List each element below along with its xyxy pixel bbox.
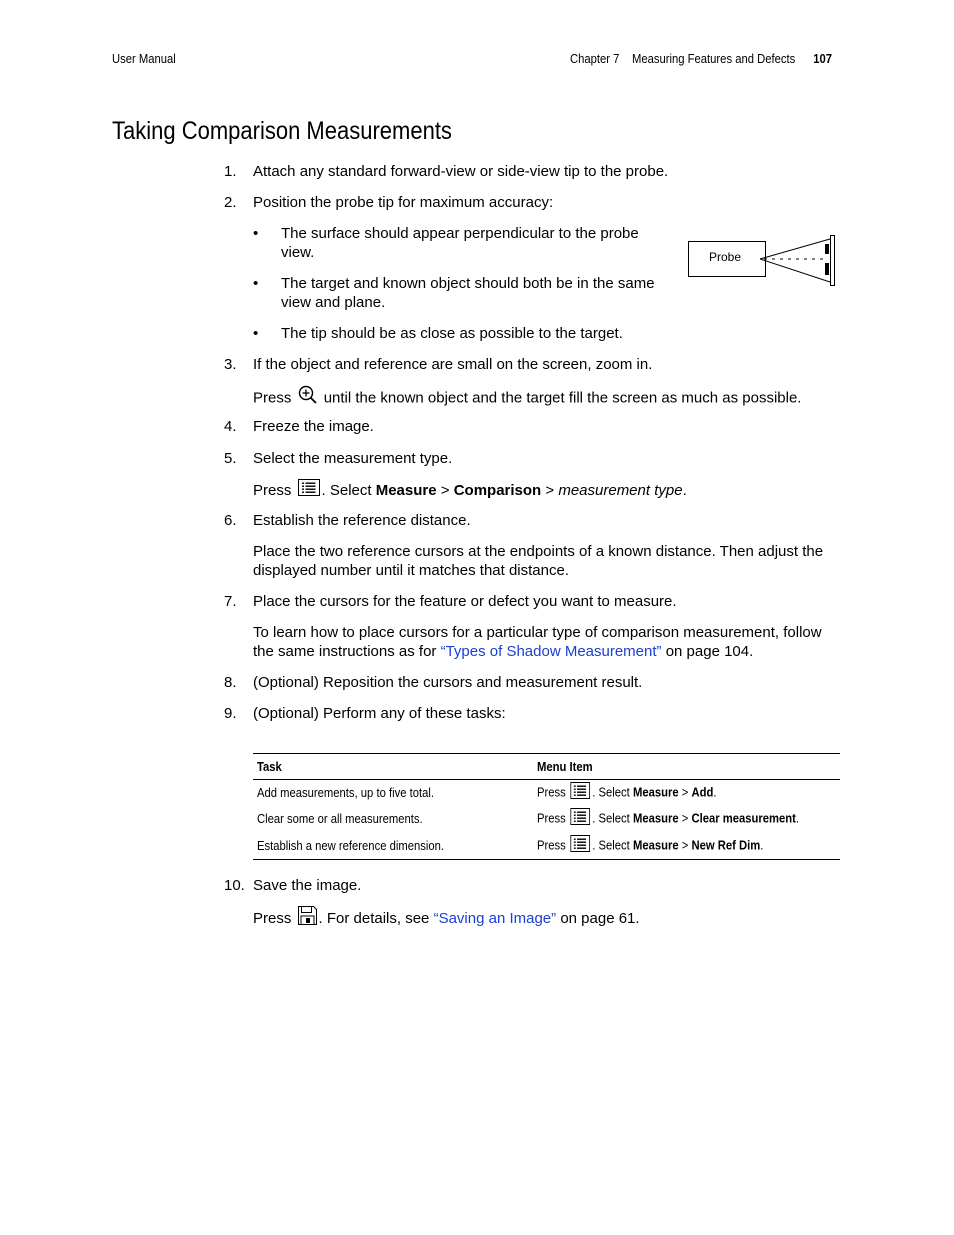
step-number: 9.	[224, 705, 237, 722]
step-text: (Optional) Reposition the cursors and measurement result.	[253, 674, 643, 691]
running-header-right	[570, 52, 832, 66]
step-paragraph: displayed number until it matches that distance.	[253, 562, 570, 579]
step-number: 5.	[224, 450, 237, 467]
menu-icon	[571, 782, 591, 802]
table-row	[253, 806, 840, 833]
menu-icon	[571, 808, 591, 828]
step-number: 2.	[224, 194, 237, 211]
step-number: 1.	[224, 163, 237, 180]
step-number: 6.	[224, 512, 237, 529]
task-cell: Clear some or all measurements.	[257, 812, 423, 827]
bullet-text: The surface should appear perpendicular to the probe	[281, 225, 639, 242]
running-header-left: User Manual	[112, 52, 176, 66]
menu-item-cell: Press . Select Measure > Add.	[533, 780, 840, 807]
section-label: Measuring Features and Defects	[632, 52, 796, 66]
bullet-text: view.	[281, 244, 315, 261]
bullet-marker: •	[253, 275, 259, 292]
step-text: Select the measurement type.	[253, 450, 453, 467]
table-header-row	[253, 754, 840, 780]
step-number: 3.	[224, 356, 237, 373]
menu-item-cell: Press . Select Measure > Clear measurement.	[533, 806, 840, 833]
column-header-task: Task	[257, 759, 282, 774]
step-text: Freeze the image.	[253, 418, 374, 435]
step-number: 7.	[224, 593, 237, 610]
tasks-table	[253, 753, 840, 860]
step-instruction: Press . For details, see “Saving an Image” on page 61.	[253, 907, 640, 931]
page-number: 107	[813, 52, 832, 66]
menu-icon	[298, 479, 320, 501]
step-number: 8.	[224, 674, 237, 691]
table-row	[253, 833, 840, 860]
bullet-marker: •	[253, 325, 259, 342]
table-row	[253, 780, 840, 807]
page-title: Taking Comparison Measurements	[112, 117, 452, 145]
step-number: 4.	[224, 418, 237, 435]
step-text: Establish the reference distance.	[253, 512, 471, 529]
types-of-shadow-measurement-link[interactable]: “Types of Shadow Measurement”	[440, 643, 662, 660]
step-text: If the object and reference are small on the screen, zoom in.	[253, 356, 653, 373]
save-icon	[298, 906, 317, 930]
step-instruction: Press until the known object and the target fill the screen as much as possible.	[253, 386, 801, 411]
step-instruction: Press . Select Measure > Comparison > measurement type.	[253, 480, 687, 502]
probe-label: Probe	[709, 250, 742, 264]
chapter-label: Chapter 7	[570, 52, 620, 66]
bullet-text: view and plane.	[281, 294, 386, 311]
step-paragraph: the same instructions as for “Types of Shadow Measurement” on page 104.	[253, 643, 754, 660]
zoom-in-icon	[298, 385, 318, 410]
step-paragraph: To learn how to place cursors for a particular type of comparison measurement, follow	[253, 624, 822, 641]
step-text: (Optional) Perform any of these tasks:	[253, 705, 506, 722]
step-text: Save the image.	[253, 877, 362, 894]
step-paragraph: Place the two reference cursors at the endpoints of a known distance. Then adjust the	[253, 543, 824, 560]
menu-icon	[571, 835, 591, 855]
bullet-text: The tip should be as close as possible to the target.	[281, 325, 623, 342]
column-header-menu-item: Menu Item	[537, 759, 593, 774]
step-text: Attach any standard forward-view or side-view tip to the probe.	[253, 163, 669, 180]
probe-diagram	[688, 234, 838, 290]
bullet-text: The target and known object should both be in the same	[281, 275, 655, 292]
saving-an-image-link[interactable]: “Saving an Image”	[433, 909, 557, 927]
task-cell: Establish a new reference dimension.	[257, 838, 444, 853]
step-number: 10.	[224, 877, 245, 894]
task-cell: Add measurements, up to five total.	[257, 786, 434, 800]
menu-item-cell: Press . Select Measure > New Ref Dim.	[533, 833, 840, 860]
step-text: Position the probe tip for maximum accuracy:	[253, 194, 554, 211]
bullet-marker: •	[253, 225, 259, 242]
step-text: Place the cursors for the feature or defect you want to measure.	[253, 593, 677, 610]
